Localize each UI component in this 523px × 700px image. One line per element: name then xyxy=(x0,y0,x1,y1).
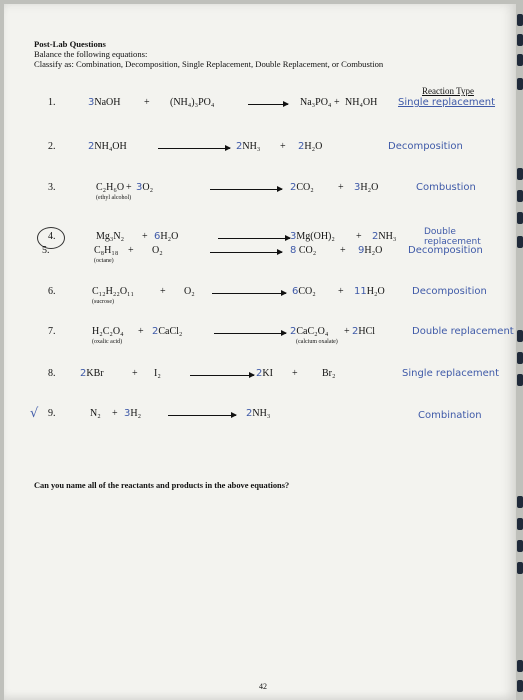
plus-sign: + xyxy=(292,368,298,379)
reactant-note: (sucrose) xyxy=(92,299,114,305)
reactant-a: N₂ xyxy=(90,408,101,419)
equation-number: 9. xyxy=(48,408,56,419)
reaction-type: Combination xyxy=(418,410,482,421)
reactant-b: 6H₂O xyxy=(154,231,179,242)
reaction-arrow xyxy=(248,104,288,105)
product-d: 2H₂O xyxy=(298,141,323,152)
equation-number: 7. xyxy=(48,326,56,337)
binder-hole xyxy=(517,78,523,90)
product-d: 11H₂O xyxy=(354,286,385,297)
plus-sign: + xyxy=(142,231,148,242)
reaction-type: Single replacement xyxy=(398,97,496,108)
plus-sign: + xyxy=(132,368,138,379)
binder-hole xyxy=(517,212,523,224)
plus-sign: + xyxy=(280,141,286,152)
product-c: 2NH₃ xyxy=(246,408,271,419)
plus-sign: + xyxy=(112,408,118,419)
plus-sign: + xyxy=(160,286,166,297)
equation-number: 5. xyxy=(42,245,50,256)
binder-hole xyxy=(517,374,523,386)
reactant-note: (oxalic acid) xyxy=(92,339,123,345)
plus-sign: + xyxy=(128,245,134,256)
product-c: Na₃PO₄ xyxy=(300,97,332,108)
product-d: Br₂ xyxy=(322,368,336,379)
instruction-text: Balance the following equations: xyxy=(34,49,148,59)
equation-row-7 xyxy=(4,326,516,350)
equation-row-3 xyxy=(4,182,516,206)
product-note: (calcium oxalate) xyxy=(296,339,338,345)
product-c: 6CO₂ xyxy=(292,286,316,297)
reaction-arrow xyxy=(158,148,230,149)
classify-text: Classify as: Combination, Decomposition, Single Replacement, Double Replacement, or Combustion xyxy=(34,59,384,69)
plus-sign: + xyxy=(138,326,144,337)
reactant-a: 3NaOH xyxy=(88,97,121,108)
reactant-b: O₂ xyxy=(152,245,163,256)
binder-hole xyxy=(517,660,523,672)
reactants-products-question: Can you name all of the reactants and products in the above equations? xyxy=(34,481,290,490)
reactant-a: 2KBr xyxy=(80,368,104,379)
reactant-note: (ethyl alcohol) xyxy=(96,195,132,201)
product-c: 2CO₂ xyxy=(290,182,314,193)
binder-hole xyxy=(517,496,523,508)
equation-number: 2. xyxy=(48,141,56,152)
reaction-type: Double replacement xyxy=(412,326,514,337)
binder-hole xyxy=(517,352,523,364)
binder-hole xyxy=(517,168,523,180)
plus-sign: + xyxy=(344,326,350,337)
reaction-arrow xyxy=(210,189,282,190)
check-mark: √ xyxy=(30,406,39,421)
product-c: 2CaC₂O₄ xyxy=(290,326,329,337)
equation-row-5 xyxy=(4,245,516,269)
reactant-b: 3H₂ xyxy=(124,408,142,419)
reaction-arrow xyxy=(168,415,236,416)
reactant-a: H₂C₂O₄ xyxy=(92,326,124,337)
binder-hole xyxy=(517,518,523,530)
equation-number: 4. xyxy=(48,231,56,242)
reactant-a: C₂H₆O xyxy=(96,182,125,193)
equation-row-8 xyxy=(4,368,516,392)
product-c: 3Mg(OH)₂ xyxy=(290,231,335,242)
reactant-b: I₂ xyxy=(154,368,161,379)
page-title: Post-Lab Questions xyxy=(34,39,106,49)
plus-sign: + xyxy=(334,97,340,108)
reaction-arrow xyxy=(214,333,286,334)
reaction-arrow xyxy=(210,252,282,253)
equation-number: 1. xyxy=(48,97,56,108)
reactant-a: C₈H₁₈ xyxy=(94,245,119,256)
reaction-type-header: Reaction Type xyxy=(422,86,474,96)
reaction-type: Combustion xyxy=(416,182,476,193)
reaction-type: Decomposition xyxy=(412,286,487,297)
reaction-type: Double xyxy=(424,227,456,237)
worksheet-page xyxy=(4,4,516,700)
reactant-a: 2NH₄OH xyxy=(88,141,127,152)
equation-row-1 xyxy=(4,97,516,121)
binder-hole xyxy=(517,680,523,692)
product-c: 2KI xyxy=(256,368,273,379)
product-d: 2HCl xyxy=(352,326,376,337)
binder-hole xyxy=(517,330,523,342)
reaction-arrow xyxy=(212,293,286,294)
plus-sign: + xyxy=(126,182,132,193)
reactant-b: 2CaCl₂ xyxy=(152,326,183,337)
equation-row-2 xyxy=(4,141,516,165)
product-c: 2NH₃ xyxy=(236,141,261,152)
reactant-note: (octane) xyxy=(94,258,114,264)
reactant-b: (NH₄)₃PO₄ xyxy=(170,97,215,108)
binder-hole xyxy=(517,54,523,66)
binder-hole xyxy=(517,14,523,26)
product-c: 8 CO₂ xyxy=(290,245,317,256)
equation-row-6 xyxy=(4,286,516,310)
binder-hole xyxy=(517,34,523,46)
product-d: NH₄OH xyxy=(345,97,378,108)
binder-hole xyxy=(517,540,523,552)
reaction-type: Single replacement xyxy=(402,368,500,379)
reaction-arrow xyxy=(190,375,254,376)
plus-sign: + xyxy=(338,182,344,193)
binder-hole xyxy=(517,562,523,574)
plus-sign: + xyxy=(340,245,346,256)
equation-row-9 xyxy=(4,408,516,432)
reactant-b: O₂ xyxy=(184,286,195,297)
reactant-a: Mg₃N₂ xyxy=(96,231,125,242)
plus-sign: + xyxy=(356,231,362,242)
product-d: 2NH₃ xyxy=(372,231,397,242)
plus-sign: + xyxy=(144,97,150,108)
equation-number: 3. xyxy=(48,182,56,193)
plus-sign: + xyxy=(338,286,344,297)
reaction-type: Decomposition xyxy=(388,141,463,152)
binder-hole xyxy=(517,190,523,202)
equation-number: 8. xyxy=(48,368,56,379)
equation-number: 6. xyxy=(48,286,56,297)
reactant-a: C₁₂H₂₂O₁₁ xyxy=(92,286,135,297)
reaction-type-cont: replacement xyxy=(424,237,481,247)
reactant-b: 3O₂ xyxy=(136,182,154,193)
product-d: 9H₂O xyxy=(358,245,383,256)
binder-hole xyxy=(517,236,523,248)
product-d: 3H₂O xyxy=(354,182,379,193)
page-number: 42 xyxy=(259,682,267,691)
reaction-arrow xyxy=(218,238,290,239)
reaction-type: Decomposition xyxy=(408,245,483,256)
